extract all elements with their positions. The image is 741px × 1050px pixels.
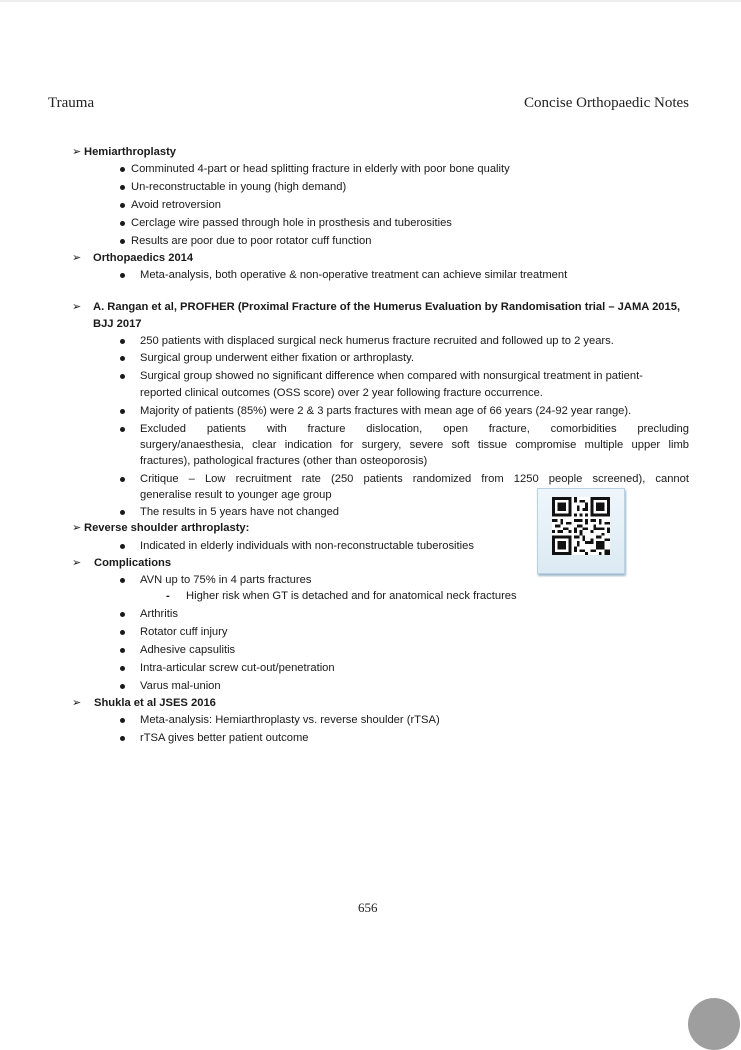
- arrow-bullet-icon: ➢: [72, 252, 82, 264]
- bullet-icon: [120, 167, 125, 172]
- sub-list-item: Higher risk when GT is detached and for anatomical neck fractures: [186, 590, 517, 602]
- bullet-icon: [120, 203, 125, 208]
- bullet-icon: [120, 648, 125, 653]
- qr-code-icon: [552, 497, 610, 555]
- list-item: Results are poor due to poor rotator cuff function: [131, 235, 372, 247]
- list-item: Meta-analysis, both operative & non-operative treatment can achieve similar treatment: [140, 269, 568, 281]
- bullet-icon: [120, 356, 125, 361]
- arrow-bullet-icon: ➢: [72, 522, 82, 534]
- list-item: Varus mal-union: [140, 680, 221, 692]
- list-item: Cerclage wire passed through hole in prosthesis and tuberosities: [131, 217, 452, 229]
- list-item: Adhesive capsulitis: [140, 644, 236, 656]
- list-item: Arthritis: [140, 608, 178, 620]
- bullet-icon: [120, 578, 125, 583]
- list-item: Avoid retroversion: [131, 199, 221, 211]
- list-item: Comminuted 4-part or head splitting fracture in elderly with poor bone quality: [131, 163, 510, 175]
- running-header-right: Concise Orthopaedic Notes: [524, 95, 689, 111]
- floating-action-button[interactable]: [688, 998, 740, 1050]
- list-item-continuation: fractures), pathological fractures (other than osteoporosis): [140, 455, 428, 467]
- arrow-bullet-icon: ➢: [72, 697, 82, 709]
- bullet-icon: [120, 477, 125, 482]
- arrow-bullet-icon: ➢: [72, 557, 82, 569]
- arrow-bullet-icon: ➢: [72, 301, 82, 313]
- bullet-icon: [120, 185, 125, 190]
- bullet-icon: [120, 684, 125, 689]
- list-item-continuation: reported clinical outcomes (OSS score) over 2 year following fracture occurrence.: [140, 387, 543, 399]
- section-heading-hemiarthroplasty: Hemiarthroplasty: [84, 146, 177, 158]
- bullet-icon: [120, 736, 125, 741]
- section-heading-orthopaedics-2014: Orthopaedics 2014: [93, 252, 194, 264]
- list-item: rTSA gives better patient outcome: [140, 732, 309, 744]
- section-heading-reverse-shoulder: Reverse shoulder arthroplasty:: [84, 522, 250, 534]
- list-item: AVN up to 75% in 4 parts fractures: [140, 574, 312, 586]
- bullet-icon: [120, 427, 125, 432]
- list-item: 250 patients with displaced surgical neck humerus fracture recruited and followed up to 2 years.: [140, 335, 614, 347]
- list-item: Majority of patients (85%) were 2 & 3 parts fractures with mean age of 66 years (24-92 year range).: [140, 405, 632, 417]
- bullet-icon: [120, 239, 125, 244]
- dash-bullet-icon: -: [166, 590, 170, 602]
- bullet-icon: [120, 273, 125, 278]
- qr-code-frame[interactable]: [537, 488, 625, 574]
- bullet-icon: [120, 718, 125, 723]
- page-number: 656: [358, 900, 378, 915]
- list-item: Indicated in elderly individuals with non-reconstructable tuberosities: [140, 540, 474, 552]
- list-item-continuation: surgery/anaesthesia, clear indication for surgery, severe soft tissue compromise multiple upper limb: [140, 439, 689, 451]
- bullet-icon: [120, 374, 125, 379]
- top-edge-strip: [0, 0, 741, 2]
- bullet-icon: [120, 666, 125, 671]
- bullet-icon: [120, 510, 125, 515]
- list-item: Critique – Low recruitment rate (250 patients randomized from 1250 people screened), cannot: [140, 473, 689, 485]
- bullet-icon: [120, 409, 125, 414]
- section-heading-complications: Complications: [94, 557, 172, 569]
- list-item: Rotator cuff injury: [140, 626, 228, 638]
- arrow-bullet-icon: ➢: [72, 146, 82, 158]
- list-item: Meta-analysis: Hemiarthroplasty vs. reverse shoulder (rTSA): [140, 714, 440, 726]
- list-item: Intra-articular screw cut-out/penetration: [140, 662, 335, 674]
- bullet-icon: [120, 339, 125, 344]
- bullet-icon: [120, 612, 125, 617]
- list-item: Surgical group showed no significant difference when compared with nonsurgical treatment in patient-: [140, 370, 643, 382]
- bullet-icon: [120, 221, 125, 226]
- list-item: Surgical group underwent either fixation or arthroplasty.: [140, 352, 415, 364]
- bullet-icon: [120, 630, 125, 635]
- section-heading-profher: A. Rangan et al, PROFHER (Proximal Fracture of the Humerus Evaluation by Randomisation trial – JAMA 2015,: [93, 301, 681, 313]
- bullet-icon: [120, 544, 125, 549]
- section-heading-shukla: Shukla et al JSES 2016: [94, 697, 216, 709]
- list-item-continuation: generalise result to younger age group: [140, 489, 332, 501]
- running-header-left: Trauma: [48, 95, 95, 111]
- list-item: The results in 5 years have not changed: [140, 506, 340, 518]
- section-heading-profher-cont: BJJ 2017: [93, 318, 142, 330]
- list-item: Un-reconstructable in young (high demand): [131, 181, 347, 193]
- list-item: Excluded patients with fracture dislocation, open fracture, comorbidities precluding: [140, 423, 689, 435]
